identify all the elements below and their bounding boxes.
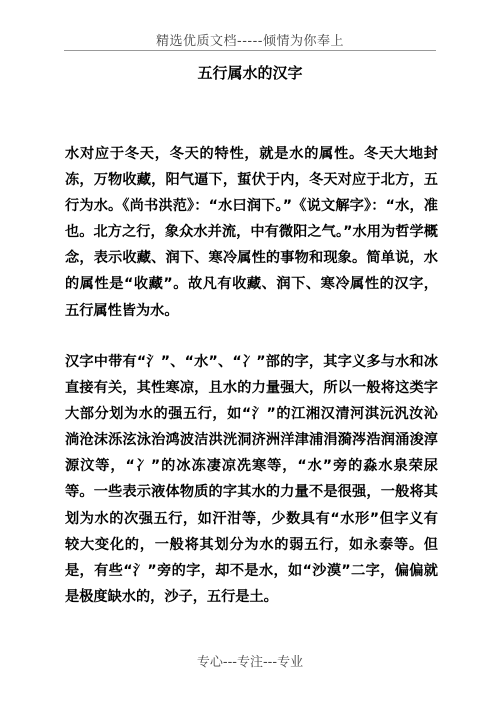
paragraph-water-radicals: 汉字中带有“氵”、“水”、“冫”部的字，其字义多与水和冰直接有关，其性寒凉，且水的力量强大，所以一般将这类字大部分划为水的强五行，如“氵”的江湘汉清河淇沅汎汝沁淌沧沫泺泫泳治鸿波洁洪洸洞济洲洋津浦涓漪涔浩润涌浚淳源汶等，“冫”的冰冻凄凉冼寒等，“水”旁的淼水泉荣尿等。一些表示液体物质的字其水的力量不是很强，一般将其划为水的次强五行，如汗泔等，少数具有“水形”但字义有较大变化的，一般将其划分为水的弱五行，如永泰等。但是，有些“氵”旁的字，却不是水，如“沙漠”二字，偏偏就是极度缺水的，沙子，五行是土。 [65,354,438,605]
document-title: 五行属水的汉字 [197,64,303,82]
paragraph-water-attribute: 水对应于冬天，冬天的特性，就是水的属性。冬天大地封冻，万物收藏，阳气逼下，蜇伏于内，冬天对应于北方，五行为水。《尚书洪范》：“水曰润下。”《说文解字》：“水，准也。北方之行，象众水并流，中有微阳之气。”水用为哲学概念，表示收藏、润下、寒冷属性的事物和现象。简单说，水的属性是“收藏”。故凡有收藏、润下、寒冷属性的汉字，五行属性皆为水。 [65,146,438,319]
header-divider [64,50,436,51]
page-footer: 专心---专注---专业 [196,655,304,670]
page-header: 精选优质文档-----倾情为你奉上 [156,34,344,49]
